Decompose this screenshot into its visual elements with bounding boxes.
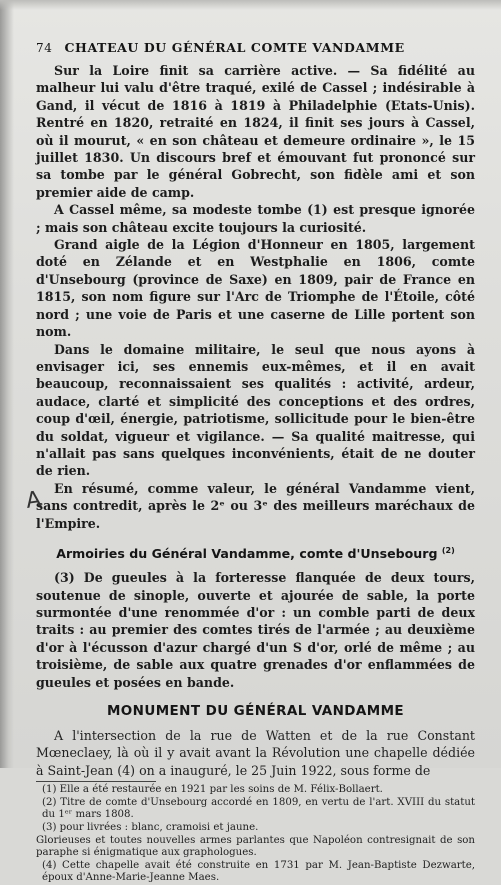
footnote-3-continued: Glorieuses et toutes nouvelles armes parlantes que Napoléon contresignait de son paraphe si énigmatique aux graphologues. [36,834,475,859]
page-header [36,40,475,55]
footnotes [36,784,475,885]
page-binding-shadow [0,0,14,768]
handwritten-margin-mark: A [24,487,43,514]
footnote-4: (4) Cette chapelle avait été construite en 1731 par M. Jean-Baptiste Dezwarte, époux d'Anne-Marie-Jeanne Maes. [42,859,475,884]
paragraph-tomb: A Cassel même, sa modeste tombe (1) est presque ignorée ; mais son château excite toujours la curiosité. [36,202,475,235]
footnote-divider [36,781,156,782]
footnote-1: (1) Elle a été restaurée en 1921 par les soins de M. Félix-Bollaert. [42,784,383,796]
page-top-shadow [0,0,501,10]
paragraph-honours: Grand aigle de la Légion d'Honneur en 1805, largement doté en Zélande et en Westphalie en 1806, comte d'Unsebourg (province de Saxe) en 1809, pair de France en 1815, son nom figure sur l'Arc de Triomphe de l'Étoile, côté nord ; une voie de Paris et une caserne de Lille portent son nom. [36,237,475,340]
monument-paragraph: A l'intersection de la rue de Watten et de la rue Constant Mœneclaey, là où il y avait avant la Révolution une chapelle dédiée à Saint-Jean (4) on a inauguré, le 25 Juin 1922, sous forme de [36,728,475,778]
armoiries-description: (3) De gueules à la forteresse flanquée de deux tours, soutenue de sinople, ouverte et ajourée de sable, la porte surmontée d'une renommée d'or : un comble parti de deux traits : au premier des comtes tirés de l'armée ; au deuxième d'or à l'écusson d'azur chargé d'un S d'or, orlé de même ; au troisième, de sable aux quatre grenades d'or enflammées de gueules et posées en bande. [36,570,475,690]
paragraph-career: Sur la Loire finit sa carrière active. — Sa fidélité au malheur lui valu d'être traqué, exilé de Cassel ; indésirable à Gand, il vécut de 1816 à 1819 à Philadelphie (Etats-Unis). Rentré en 1820, retraité en 1824, il finit ses jours à Cassel, où il mourut, « en son château et demeure ordinaire », le 15 juillet 1830. Un discours bref et émouvant fut prononcé sur sa tombe par le général Gobrecht, son fidèle ami et son premier aide de camp. [36,63,475,200]
running-title: CHATEAU DU GÉNÉRAL COMTE VANDAMME [64,40,405,55]
armoiries-title: Armoiries du Général Vandamme, comte d'Unsebourg [56,546,438,562]
armoiries-footnote-ref: (2) [441,545,455,555]
monument-heading: MONUMENT DU GÉNÉRAL VANDAMME [106,703,405,719]
armoiries-heading [36,546,475,561]
footnote-3: (3) pour livrées : blanc, cramoisi et jaune. [42,822,259,833]
paragraph-summary: En résumé, comme valeur, le général Vandamme vient, sans contredit, après le 2ᵉ ou 3ᵉ des meilleurs maréchaux de l'Empire. [36,480,475,531]
paragraph-military-qualities: Dans le domaine militaire, le seul que nous ayons à envisager ici, ses ennemis eux-mêmes, et il en avait beaucoup, reconnaissaient ses qualités : activité, ardeur, audace, clarté et simplicité des conceptions et des ordres, coup d'œil, énergie, patriotisme, sollicitude pour le bien-être du soldat, vigueur et vigilance. — Sa qualité maitresse, qui n'allait pas sans quelques inconvénients, était de ne douter de rien. [36,341,475,479]
page-number: 74 [36,41,53,55]
footnote-2: (2) Titre de comte d'Unsebourg accordé en 1809, en vertu de l'art. XVIII du statut du 1ᵉʳ mars 1808. [42,796,475,821]
